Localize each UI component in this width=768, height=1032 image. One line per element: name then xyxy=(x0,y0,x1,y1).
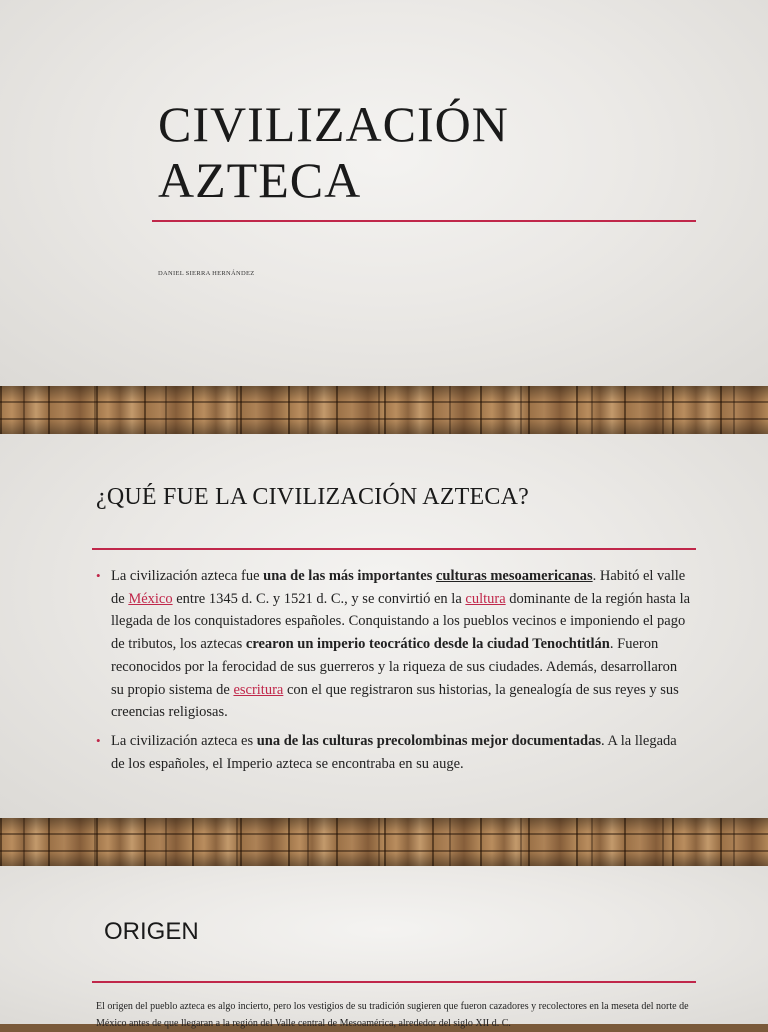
link-mexico[interactable]: México xyxy=(128,590,173,607)
bullet-text: con el que registraron sus historias, la genealogía de sus reyes y sus creencias religiosas. xyxy=(111,681,679,721)
bullet-dot-icon: • xyxy=(96,732,101,748)
slide-2-bullets xyxy=(96,565,692,781)
bullet-text: . Fueron reconocidos por la ferocidad de sus guerreros y la riqueza de sus ciudades. Además, desarrollaron su propio sistema de xyxy=(111,636,678,698)
slide-3-divider xyxy=(92,981,696,983)
bullet-text: La civilización azteca es xyxy=(111,732,257,749)
bullet-bold-text: crearon un imperio teocrático desde la ciudad Tenochtitlán xyxy=(245,636,610,653)
bullet-text: . Habitó el valle de xyxy=(111,568,686,607)
slide-3-heading: ORIGEN xyxy=(104,918,199,945)
bullet-text: La civilización azteca fue xyxy=(111,568,264,584)
title-line-1: CIVILIZACIÓN xyxy=(158,96,509,152)
bullet-bold-text: una de las culturas precolombinas mejor documentadas xyxy=(256,732,601,749)
bullet-text: . A la llegada de los españoles, el Imperio azteca se encontraba en su auge. xyxy=(111,732,677,772)
slide-2-heading: ¿QUÉ FUE LA CIVILIZACIÓN AZTECA? xyxy=(96,484,529,510)
link-escritura[interactable]: escritura xyxy=(233,681,284,698)
title-line-2: AZTECA xyxy=(158,152,362,208)
bullet-item-1 xyxy=(96,565,692,724)
bullet-bold-text: una de las más importantes xyxy=(263,568,436,584)
bullet-item-2 xyxy=(96,730,692,775)
bullet-text: entre 1345 d. C. y 1521 d. C., y se convirtió en la xyxy=(172,590,466,607)
wood-floor-divider xyxy=(0,386,768,434)
wood-floor-divider xyxy=(0,818,768,866)
slide-2-divider xyxy=(92,548,696,550)
slide-title xyxy=(0,0,768,386)
slide-title-heading xyxy=(158,96,509,208)
origen-paragraph: El origen del pueblo azteca es algo incierto, pero los vestigios de su tradición sugieren que fueron cazadores y recolectores en la meseta del norte de México antes de que llegaran a la región del Valle central de Mesoamérica, alrededor del siglo XII d. C. xyxy=(96,1001,689,1029)
bullet-text: dominante de la región hasta la llegada de los conquistadores españoles. Conquistando a los pueblos vecinos e imponiendo el pago de tributos, los aztecas xyxy=(111,590,691,653)
author-name: DANIEL SIERRA HERNÁNDEZ xyxy=(158,270,255,277)
link-cultura[interactable]: cultura xyxy=(465,590,506,607)
link-culturas-mesoamericanas[interactable]: culturas mesoamericanas xyxy=(435,568,593,584)
title-divider xyxy=(152,220,696,222)
bullet-dot-icon: • xyxy=(96,568,101,583)
